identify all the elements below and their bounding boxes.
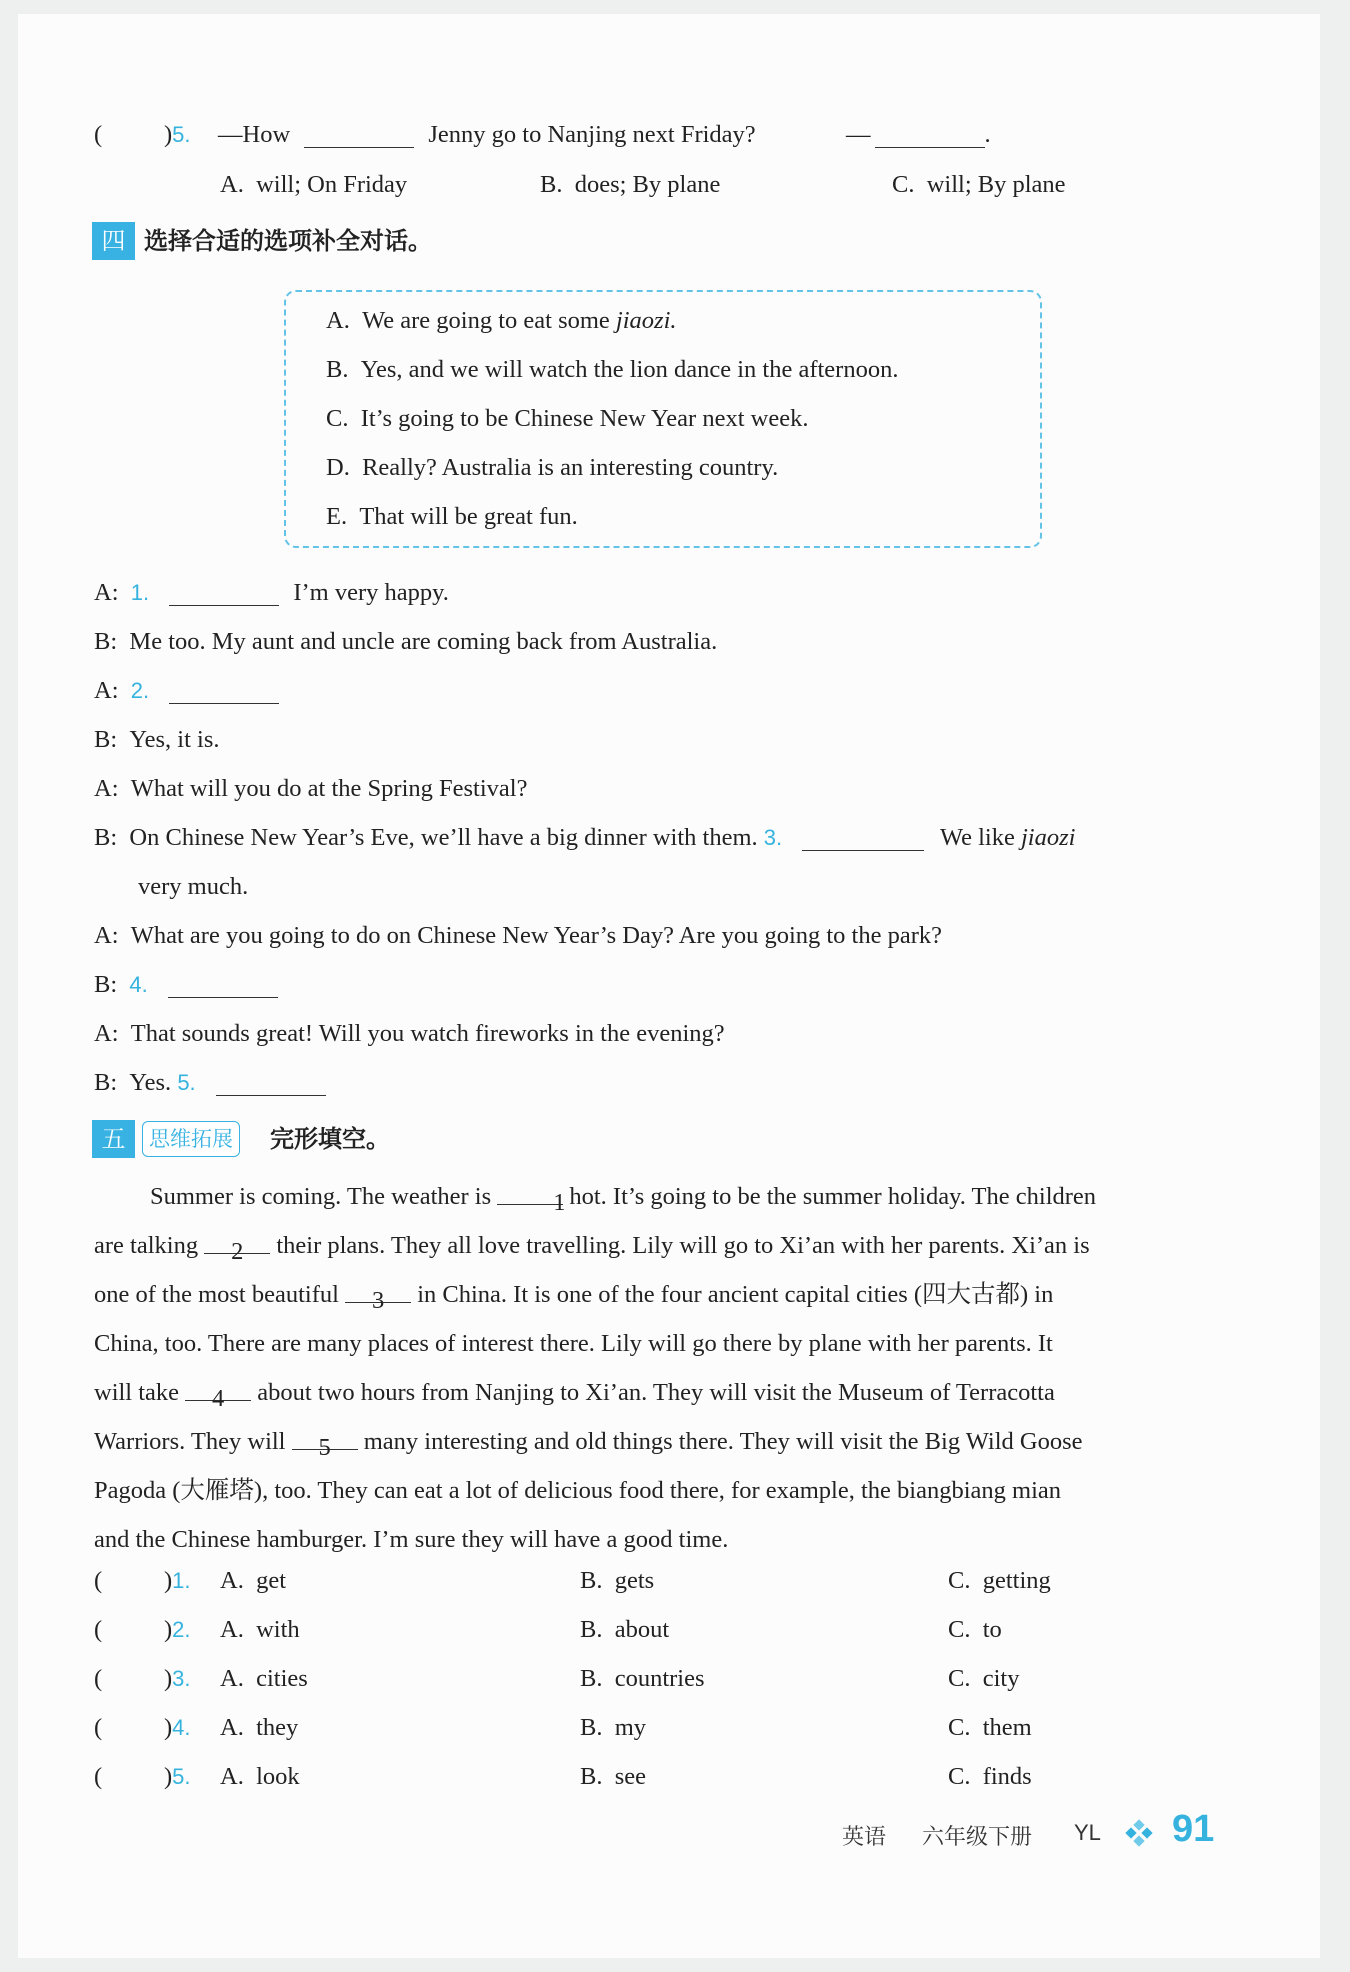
dialogue-line-7 xyxy=(138,872,248,902)
q5-number-wrap xyxy=(164,120,191,150)
cloze-question-paren xyxy=(94,1615,102,1645)
passage-text: many interesting and old things there. They will visit the Big Wild Goose xyxy=(363,1428,1083,1455)
option-letter: C. xyxy=(948,1714,971,1741)
footer-edition: YL xyxy=(1074,1820,1101,1845)
option-text: will; By plane xyxy=(926,171,1066,198)
paren-open: ( xyxy=(94,1714,103,1741)
choice-letter: E. xyxy=(326,503,348,530)
cloze-option-c xyxy=(948,1713,1032,1743)
q5-text-a: —How xyxy=(218,121,291,148)
answer-blank[interactable] xyxy=(802,824,924,851)
choice-italic: jiaozi. xyxy=(615,307,677,334)
q5-dash: — xyxy=(846,121,871,148)
choice-letter: A. xyxy=(326,307,350,334)
option-text: with xyxy=(256,1616,300,1643)
question-number: 2. xyxy=(130,678,150,703)
dialogue-line-10 xyxy=(94,1019,725,1049)
passage-line xyxy=(94,1417,1234,1466)
choice-d xyxy=(326,453,778,483)
dialogue-line-1 xyxy=(94,578,449,608)
answer-blank[interactable] xyxy=(169,677,279,704)
q5-option-c xyxy=(892,170,1066,200)
speaker: A: xyxy=(94,579,119,606)
cloze-question-number xyxy=(164,1615,191,1645)
paren-close: ) xyxy=(164,1616,173,1643)
choice-letter: C. xyxy=(326,405,349,432)
cloze-option-b xyxy=(580,1713,646,1743)
option-letter: B. xyxy=(580,1665,603,1692)
q5-text-b: Jenny go to Nanjing next Friday? xyxy=(428,121,756,148)
cloze-question-paren xyxy=(94,1762,102,1792)
question-number: 4. xyxy=(172,1715,191,1740)
cloze-question-paren xyxy=(94,1713,102,1743)
cloze-blank[interactable]: 4 xyxy=(185,1374,251,1401)
option-letter: C. xyxy=(948,1567,971,1594)
option-text: cities xyxy=(256,1665,308,1692)
cloze-question-paren xyxy=(94,1664,102,1694)
dialogue-italic: jiaozi xyxy=(1020,824,1076,851)
paren-close: ) xyxy=(164,1714,173,1741)
passage-text: in China. It is one of the four ancient capital cities (四大古都) in xyxy=(417,1281,1054,1308)
cloze-option-a xyxy=(220,1762,300,1792)
cloze-question-number xyxy=(164,1664,191,1694)
question-number: 4. xyxy=(129,972,148,997)
choice-text: That will be great fun. xyxy=(359,503,578,530)
q5-option-a xyxy=(220,170,407,200)
paren-close: ) xyxy=(164,121,173,148)
choice-text: Yes, and we will watch the lion dance in the afternoon. xyxy=(360,356,899,383)
diamond-icon xyxy=(1124,1818,1154,1848)
cloze-option-b xyxy=(580,1566,654,1596)
speaker: B: xyxy=(94,628,118,655)
passage-line xyxy=(94,1270,1234,1319)
passage-line xyxy=(94,1172,1234,1221)
question-number: 2. xyxy=(172,1617,191,1642)
option-letter: B. xyxy=(580,1714,603,1741)
dialogue-text: Yes. xyxy=(129,1069,172,1096)
option-letter: B. xyxy=(540,171,563,198)
option-letter: A. xyxy=(220,171,244,198)
paren-open: ( xyxy=(94,1616,103,1643)
question-number: 5. xyxy=(172,1764,191,1789)
option-letter: C. xyxy=(948,1665,971,1692)
option-text: them xyxy=(982,1714,1032,1741)
paren-open: ( xyxy=(94,1763,103,1790)
page-number: 91 xyxy=(1172,1808,1215,1850)
passage-text: one of the most beautiful xyxy=(94,1281,339,1308)
q5-option-b xyxy=(540,170,720,200)
choice-b xyxy=(326,355,898,385)
speaker: B: xyxy=(94,971,118,998)
option-letter: A. xyxy=(220,1616,244,1643)
passage-line xyxy=(94,1368,1234,1417)
choice-text: Really? Australia is an interesting country. xyxy=(362,454,779,481)
option-letter: C. xyxy=(892,171,915,198)
question-number: 1. xyxy=(130,580,150,605)
question-number: 1. xyxy=(172,1568,191,1593)
dialogue-line-5 xyxy=(94,774,527,804)
cloze-blank[interactable]: 2 xyxy=(204,1227,270,1254)
paren-open: ( xyxy=(94,1665,103,1692)
paren-open: ( xyxy=(94,1567,103,1594)
passage-text: China, too. There are many places of interest there. Lily will go there by plane with her parents. It xyxy=(94,1330,1053,1357)
dialogue-line-6 xyxy=(94,823,1075,853)
answer-blank[interactable] xyxy=(304,121,414,148)
option-letter: C. xyxy=(948,1763,971,1790)
answer-blank[interactable] xyxy=(216,1069,326,1096)
question-number: 3. xyxy=(172,1666,191,1691)
section-title: 选择合适的选项补全对话。 xyxy=(144,227,432,255)
choice-letter: B. xyxy=(326,356,349,383)
speaker: A: xyxy=(94,775,119,802)
passage-line xyxy=(94,1466,1234,1515)
dialogue-text: Me too. My aunt and uncle are coming back from Australia. xyxy=(129,628,718,655)
choice-c xyxy=(326,404,808,434)
option-letter: A. xyxy=(220,1763,244,1790)
option-text: city xyxy=(982,1665,1020,1692)
question-number: 5. xyxy=(172,122,191,147)
cloze-option-a xyxy=(220,1664,308,1694)
option-text: my xyxy=(614,1714,647,1741)
cloze-blank[interactable]: 5 xyxy=(292,1423,358,1450)
choice-text: We are going to eat some xyxy=(362,307,616,334)
paren-close: ) xyxy=(164,1665,173,1692)
cloze-option-b xyxy=(580,1762,646,1792)
dialogue-text: We like xyxy=(939,824,1021,851)
dialogue-text: What are you going to do on Chinese New Year’s Day? Are you going to the park? xyxy=(130,922,943,949)
dialogue-text: Yes, it is. xyxy=(129,726,220,753)
choice-a xyxy=(326,306,677,336)
cloze-question-number xyxy=(164,1713,191,1743)
q5-line xyxy=(94,120,102,150)
passage-text: Warriors. They will xyxy=(94,1428,286,1455)
cloze-option-c xyxy=(948,1615,1002,1645)
option-text: finds xyxy=(982,1763,1032,1790)
passage-line xyxy=(94,1515,1234,1564)
speaker: B: xyxy=(94,1069,118,1096)
passage-text: Summer is coming. The weather is xyxy=(150,1183,492,1210)
option-letter: A. xyxy=(220,1567,244,1594)
dialogue-line-2 xyxy=(94,627,717,657)
cloze-option-b xyxy=(580,1615,669,1645)
option-letter: A. xyxy=(220,1665,244,1692)
speaker: B: xyxy=(94,824,118,851)
dialogue-line-11 xyxy=(94,1068,326,1098)
q5-stem xyxy=(218,120,756,150)
footer-grade: 六年级下册 xyxy=(922,1825,1033,1850)
question-number: 5. xyxy=(177,1070,196,1095)
section-badge: 四 xyxy=(92,222,135,260)
footer-subject: 英语 xyxy=(842,1825,887,1850)
passage-line xyxy=(94,1221,1234,1270)
choice-letter: D. xyxy=(326,454,350,481)
speaker: A: xyxy=(94,922,119,949)
option-text: to xyxy=(982,1616,1002,1643)
cloze-option-c xyxy=(948,1566,1051,1596)
q5-period: . xyxy=(984,121,991,148)
passage-text: Pagoda (大雁塔), too. They can eat a lot of delicious food there, for example, the biangbiang mian xyxy=(94,1477,1062,1504)
cloze-option-a xyxy=(220,1615,300,1645)
option-letter: A. xyxy=(220,1714,244,1741)
cloze-question-paren xyxy=(94,1566,102,1596)
section-tag: 思维拓展 xyxy=(142,1121,240,1157)
dialogue-text: I’m very happy. xyxy=(293,579,449,606)
cloze-passage xyxy=(94,1172,1234,1564)
paren-open: ( xyxy=(94,121,103,148)
dialogue-text: very much. xyxy=(138,873,249,900)
option-text: gets xyxy=(614,1567,655,1594)
passage-line xyxy=(94,1319,1234,1368)
answer-blank[interactable] xyxy=(169,579,279,606)
option-text: look xyxy=(256,1763,300,1790)
dialogue-text: That sounds great! Will you watch fireworks in the evening? xyxy=(130,1020,725,1047)
option-text: getting xyxy=(982,1567,1051,1594)
dialogue-line-3 xyxy=(94,676,279,706)
passage-text: their plans. They all love travelling. Lily will go to Xi’an with her parents. Xi’an is xyxy=(276,1232,1090,1259)
dialogue-text: What will you do at the Spring Festival? xyxy=(130,775,528,802)
cloze-option-b xyxy=(580,1664,705,1694)
choice-e xyxy=(326,502,578,532)
option-letter: B. xyxy=(580,1616,603,1643)
dialogue-line-9 xyxy=(94,970,278,1000)
dialogue-text: On Chinese New Year’s Eve, we’ll have a big dinner with them. xyxy=(129,824,758,851)
cloze-question-number xyxy=(164,1762,191,1792)
question-number: 3. xyxy=(763,825,783,850)
option-text: will; On Friday xyxy=(256,171,408,198)
option-text: about xyxy=(614,1616,670,1643)
cloze-option-a xyxy=(220,1713,298,1743)
cloze-option-a xyxy=(220,1566,286,1596)
passage-text: hot. It’s going to be the summer holiday. The children xyxy=(569,1183,1097,1210)
passage-text: are talking xyxy=(94,1232,199,1259)
cloze-option-c xyxy=(948,1664,1019,1694)
option-letter: C. xyxy=(948,1616,971,1643)
choice-text: It’s going to be Chinese New Year next week. xyxy=(360,405,809,432)
cloze-blank[interactable]: 3 xyxy=(345,1276,411,1303)
answer-blank[interactable] xyxy=(875,121,985,148)
paren-close: ) xyxy=(164,1763,173,1790)
answer-blank[interactable] xyxy=(168,971,278,998)
dialogue-line-4 xyxy=(94,725,220,755)
dialogue-line-8 xyxy=(94,921,942,951)
section-badge: 五 xyxy=(92,1120,135,1158)
speaker: A: xyxy=(94,677,119,704)
option-text: does; By plane xyxy=(574,171,721,198)
option-letter: B. xyxy=(580,1763,603,1790)
cloze-blank[interactable]: 1 xyxy=(497,1178,563,1205)
passage-text: and the Chinese hamburger. I’m sure they will have a good time. xyxy=(94,1526,729,1553)
cloze-question-number xyxy=(164,1566,191,1596)
option-text: get xyxy=(256,1567,287,1594)
speaker: A: xyxy=(94,1020,119,1047)
q5-answer xyxy=(846,120,991,150)
option-text: they xyxy=(256,1714,299,1741)
paren-close: ) xyxy=(164,1567,173,1594)
option-letter: B. xyxy=(580,1567,603,1594)
speaker: B: xyxy=(94,726,118,753)
cloze-option-c xyxy=(948,1762,1032,1792)
option-text: countries xyxy=(614,1665,705,1692)
passage-text: about two hours from Nanjing to Xi’an. They will visit the Museum of Terracotta xyxy=(257,1379,1055,1406)
option-text: see xyxy=(614,1763,647,1790)
passage-text: will take xyxy=(94,1379,180,1406)
section-title: 完形填空。 xyxy=(270,1125,390,1153)
